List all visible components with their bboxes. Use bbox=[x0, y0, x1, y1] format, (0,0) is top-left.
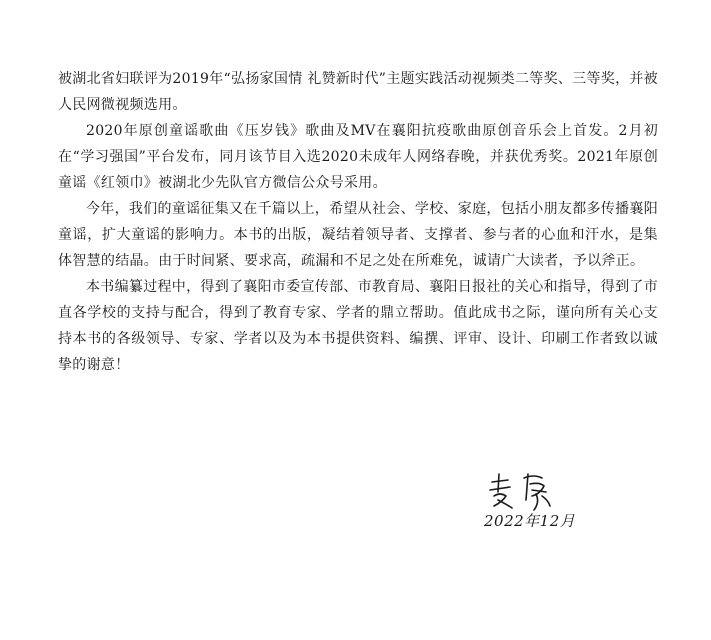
handwritten-signature bbox=[484, 470, 564, 514]
document-body bbox=[58, 66, 658, 378]
paragraph-acknowledgements: 本书编纂过程中，得到了襄阳市委宣传部、市教育局、襄阳日报社的关心和指导，得到了市直各学校的支持与配合，得到了教育专家、学者的鼎立帮助。值此成书之际，谨向所有关心支持本书的各级领导、专家、学者以及为本书提供资料、编撰、评审、设计、印刷工作者致以诚挚的谢意！ bbox=[58, 279, 658, 373]
paragraph-2020-song: 2020年原创童谣歌曲《压岁钱》歌曲及MV在襄阳抗疫歌曲原创音乐会上首发。2月初在“学习强国”平台发布，同月该节目入选2020未成年人网络春晚，并获优秀奖。2021年原创童谣《红领巾》被湖北少先队官方微信公众号采用。 bbox=[58, 123, 658, 191]
document-date: 2022年12月 bbox=[484, 512, 576, 530]
paragraph-continuation: 被湖北省妇联评为2019年“弘扬家国情 礼赞新时代”主题实践活动视频类二等奖、三等奖，并被人民网微视频选用。 bbox=[58, 71, 658, 113]
paragraph-this-year: 今年，我们的童谣征集又在千篇以上，希望从社会、学校、家庭，包括小朋友都多传播襄阳童谣，扩大童谣的影响力。本书的出版，凝结着领导者、支撑者、参与者的心血和汗水，是集体智慧的结晶。由于时间紧、要求高，疏漏和不足之处在所难免，诚请广大读者，予以斧正。 bbox=[58, 201, 658, 269]
